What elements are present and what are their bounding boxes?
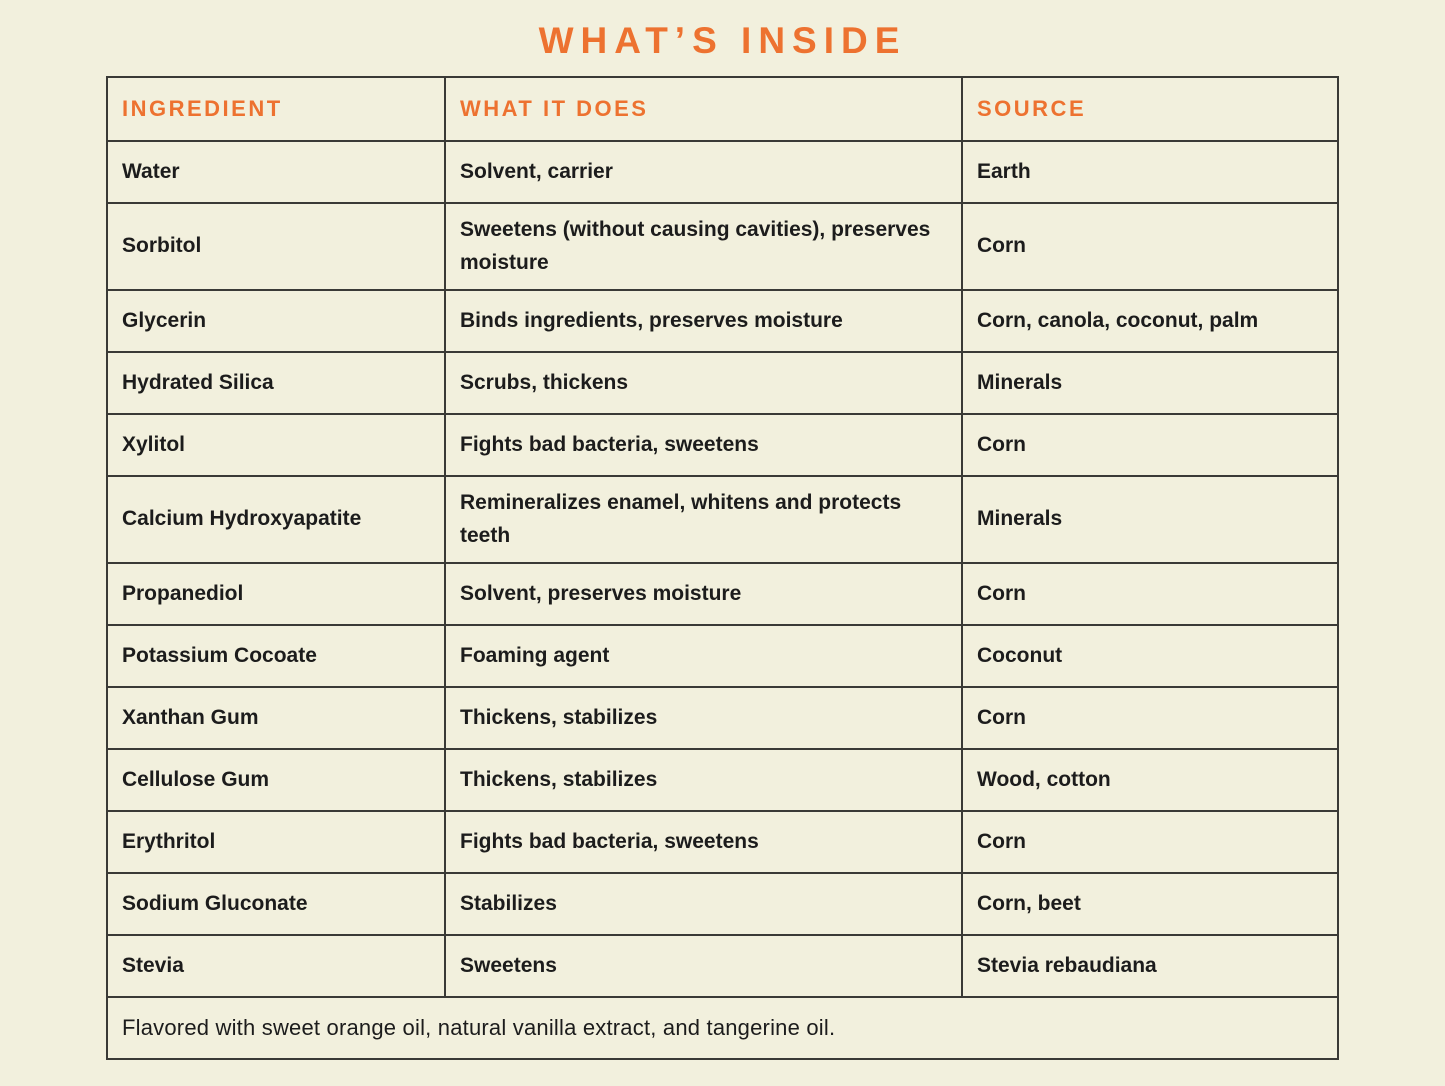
table-row — [107, 290, 1338, 352]
table-row — [107, 141, 1338, 203]
ingredient-cell: Sorbitol — [107, 203, 445, 290]
what-it-does-cell: Foaming agent — [445, 625, 962, 687]
ingredient-cell: Propanediol — [107, 563, 445, 625]
ingredient-cell: Water — [107, 141, 445, 203]
ingredient-cell: Potassium Cocoate — [107, 625, 445, 687]
ingredient-cell: Cellulose Gum — [107, 749, 445, 811]
table-row — [107, 476, 1338, 563]
table-row — [107, 414, 1338, 476]
what-it-does-cell: Stabilizes — [445, 873, 962, 935]
source-cell: Stevia rebaudiana — [962, 935, 1338, 997]
what-it-does-cell: Sweetens (without causing cavities), preserves moisture — [445, 203, 962, 290]
ingredient-cell: Erythritol — [107, 811, 445, 873]
source-cell: Wood, cotton — [962, 749, 1338, 811]
source-cell: Corn — [962, 811, 1338, 873]
what-it-does-cell: Thickens, stabilizes — [445, 749, 962, 811]
what-it-does-cell: Sweetens — [445, 935, 962, 997]
header-row — [107, 77, 1338, 141]
source-cell: Coconut — [962, 625, 1338, 687]
ingredient-cell: Calcium Hydroxyapatite — [107, 476, 445, 563]
ingredient-cell: Stevia — [107, 935, 445, 997]
source-cell: Corn — [962, 203, 1338, 290]
table-row — [107, 352, 1338, 414]
source-cell: Minerals — [962, 476, 1338, 563]
what-it-does-cell: Solvent, carrier — [445, 141, 962, 203]
table-row — [107, 687, 1338, 749]
ingredient-cell: Sodium Gluconate — [107, 873, 445, 935]
table-row — [107, 625, 1338, 687]
what-it-does-cell: Thickens, stabilizes — [445, 687, 962, 749]
header-what-it-does: WHAT IT DOES — [445, 77, 962, 141]
table-row — [107, 873, 1338, 935]
table-row — [107, 811, 1338, 873]
table-row — [107, 935, 1338, 997]
what-it-does-cell: Binds ingredients, preserves moisture — [445, 290, 962, 352]
table-row — [107, 563, 1338, 625]
what-it-does-cell: Scrubs, thickens — [445, 352, 962, 414]
table-footer-row — [107, 997, 1338, 1059]
header-ingredient: INGREDIENT — [107, 77, 445, 141]
ingredients-table — [106, 76, 1339, 1060]
source-cell: Corn — [962, 414, 1338, 476]
what-it-does-cell: Remineralizes enamel, whitens and protects teeth — [445, 476, 962, 563]
source-cell: Earth — [962, 141, 1338, 203]
table-row — [107, 749, 1338, 811]
source-cell: Corn — [962, 563, 1338, 625]
source-cell: Corn, beet — [962, 873, 1338, 935]
source-cell: Corn — [962, 687, 1338, 749]
source-cell: Corn, canola, coconut, palm — [962, 290, 1338, 352]
ingredient-cell: Xylitol — [107, 414, 445, 476]
source-cell: Minerals — [962, 352, 1338, 414]
what-it-does-cell: Fights bad bacteria, sweetens — [445, 414, 962, 476]
table-row — [107, 203, 1338, 290]
what-it-does-cell: Fights bad bacteria, sweetens — [445, 811, 962, 873]
ingredient-cell: Hydrated Silica — [107, 352, 445, 414]
ingredient-cell: Glycerin — [107, 290, 445, 352]
ingredient-cell: Xanthan Gum — [107, 687, 445, 749]
header-source: SOURCE — [962, 77, 1338, 141]
page-title: WHAT’S INSIDE — [538, 20, 907, 61]
table-footer-note: Flavored with sweet orange oil, natural vanilla extract, and tangerine oil. — [107, 997, 1338, 1059]
what-it-does-cell: Solvent, preserves moisture — [445, 563, 962, 625]
